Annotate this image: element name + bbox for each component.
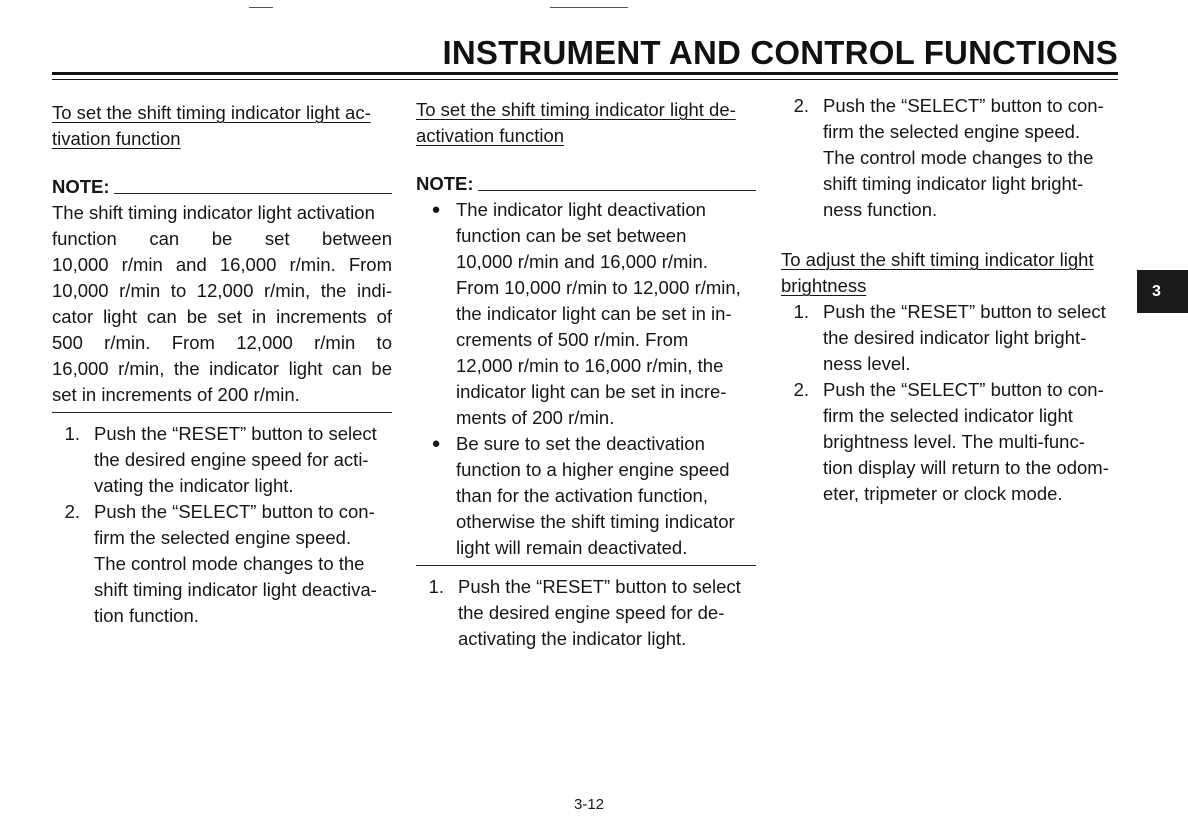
list-item — [781, 93, 1121, 223]
step-line: the desired engine speed for acti- — [94, 449, 369, 470]
step-line: shift timing indicator light bright- — [823, 173, 1084, 194]
bullet-line: the indicator light can be set in in- — [456, 303, 732, 324]
bullet-line: light will remain deactivated. — [456, 537, 688, 558]
step-number: 2. — [64, 501, 80, 522]
note-end-rule — [416, 565, 756, 566]
step-line: the desired indicator light bright- — [823, 327, 1087, 348]
step-number: 1. — [64, 423, 80, 444]
step-line: activating the indicator light. — [458, 628, 687, 649]
bullet-line: otherwise the shift timing indicator — [456, 511, 735, 532]
step-line: Push the “SELECT” button to con- — [94, 501, 375, 522]
list-item — [52, 499, 392, 629]
step-number: 2. — [793, 95, 809, 116]
step-line: Push the “RESET” button to select — [458, 576, 741, 597]
step-number: 2. — [793, 379, 809, 400]
note-line: 10,000 r/min and 16,000 r/min. From — [52, 254, 392, 275]
step-line: vating the indicator light. — [94, 475, 294, 496]
heading-line: To set the shift timing indicator light de- — [416, 99, 736, 120]
list-item — [416, 197, 756, 431]
step-line: Push the “SELECT” button to con- — [823, 379, 1104, 400]
step-line: Push the “RESET” button to select — [94, 423, 377, 444]
list-item — [52, 421, 392, 499]
step-line: shift timing indicator light deactiva- — [94, 579, 377, 600]
header-rule-thin — [52, 79, 1118, 80]
step-text — [823, 93, 1121, 223]
bullet-line: 10,000 r/min and 16,000 r/min. — [456, 251, 708, 272]
note-header — [416, 171, 756, 197]
top-crop-mark — [550, 7, 628, 8]
step-list — [416, 574, 756, 652]
page-title: INSTRUMENT AND CONTROL FUNCTIONS — [442, 34, 1118, 71]
column-brightness — [781, 93, 1121, 507]
bullet-text — [456, 431, 756, 561]
top-crop-mark — [249, 7, 273, 8]
step-text — [94, 499, 392, 629]
note-rule — [114, 193, 392, 194]
bullet-line: The indicator light deactivation — [456, 199, 706, 220]
section-heading-deactivation — [416, 97, 756, 149]
bullet-line: 12,000 r/min to 16,000 r/min, the — [456, 355, 724, 376]
step-number: 1. — [428, 576, 444, 597]
bullet-line: function can be set between — [456, 225, 687, 246]
step-line: The control mode changes to the — [823, 147, 1094, 168]
note-line: 16,000 r/min, the indicator light can be — [52, 358, 392, 379]
step-list — [52, 421, 392, 629]
header-rule — [52, 72, 1118, 75]
step-line: The control mode changes to the — [94, 553, 365, 574]
heading-line: tivation function — [52, 128, 181, 149]
step-line: eter, tripmeter or clock mode. — [823, 483, 1063, 504]
note-rule — [478, 190, 756, 191]
column-deactivation — [416, 97, 756, 652]
list-item — [416, 431, 756, 561]
note-line: function can be set between — [52, 228, 392, 249]
bullet-text — [456, 197, 756, 431]
note-label: NOTE: — [52, 176, 110, 197]
note-line: 500 r/min. From 12,000 r/min to — [52, 332, 392, 353]
list-item — [416, 574, 756, 652]
bullet-dot-icon: ● — [431, 201, 441, 218]
step-text — [458, 574, 756, 652]
bullet-line: Be sure to set the deactivation — [456, 433, 705, 454]
section-heading-activation — [52, 100, 392, 152]
note-line: The shift timing indicator light activation — [52, 202, 375, 223]
list-item — [781, 299, 1121, 377]
step-line: firm the selected engine speed. — [94, 527, 352, 548]
step-number: 1. — [793, 301, 809, 322]
heading-line: brightness — [781, 275, 867, 296]
step-list-continued — [781, 93, 1121, 223]
step-line: tion function. — [94, 605, 199, 626]
bullet-line: From 10,000 r/min to 12,000 r/min, — [456, 277, 741, 298]
heading-line: To adjust the shift timing indicator light — [781, 249, 1094, 270]
bullet-line: ments of 200 r/min. — [456, 407, 615, 428]
step-line: ness level. — [823, 353, 911, 374]
step-line: tion display will return to the odom- — [823, 457, 1109, 478]
note-body — [52, 200, 392, 408]
step-line: Push the “SELECT” button to con- — [823, 95, 1104, 116]
bullet-line: function to a higher engine speed — [456, 459, 730, 480]
note-end-rule — [52, 412, 392, 413]
bullet-line: indicator light can be set in incre- — [456, 381, 727, 402]
step-text — [823, 299, 1121, 377]
page-number: 3-12 — [574, 796, 605, 813]
step-list — [781, 299, 1121, 507]
bullet-line: than for the activation function, — [456, 485, 708, 506]
heading-line: To set the shift timing indicator light ac- — [52, 102, 371, 123]
column-activation — [52, 100, 392, 629]
note-line: set in increments of 200 r/min. — [52, 384, 300, 405]
note-header — [52, 174, 392, 200]
step-line: firm the selected indicator light — [823, 405, 1073, 426]
step-text — [823, 377, 1121, 507]
step-text — [94, 421, 392, 499]
bullet-line: crements of 500 r/min. From — [456, 329, 689, 350]
note-line: cator light can be set in increments of — [52, 306, 392, 327]
step-line: firm the selected engine speed. — [823, 121, 1081, 142]
note-label: NOTE: — [416, 173, 474, 194]
section-heading-brightness — [781, 247, 1121, 299]
step-line: Push the “RESET” button to select — [823, 301, 1106, 322]
list-item — [781, 377, 1121, 507]
chapter-tab: 3 — [1137, 270, 1188, 313]
note-bullet-list — [416, 197, 756, 561]
heading-line: activation function — [416, 125, 565, 146]
bullet-dot-icon: ● — [431, 435, 441, 452]
step-line: the desired engine speed for de- — [458, 602, 725, 623]
note-line: 10,000 r/min to 12,000 r/min, the indi- — [52, 280, 392, 301]
step-line: ness function. — [823, 199, 938, 220]
step-line: brightness level. The multi-func- — [823, 431, 1085, 452]
